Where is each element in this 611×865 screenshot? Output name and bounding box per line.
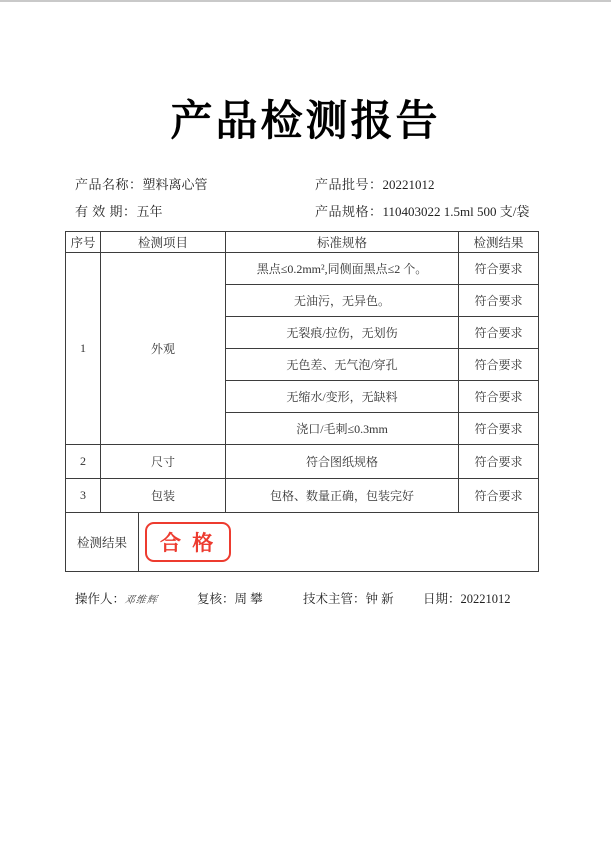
validity-label: 有 效 期： [75,204,137,219]
product-name [75,174,315,193]
result-gate-burr: 符合要求 [459,413,539,445]
product-name-label: 产品名称： [75,177,143,192]
col-header-no: 序号 [66,232,101,253]
inspection-table [65,231,539,572]
col-header-spec: 标准规格 [226,232,459,253]
col-header-result: 检测结果 [459,232,539,253]
supervisor-field [303,589,394,607]
final-result-row [66,513,539,572]
col-header-item: 检测项目 [101,232,226,253]
validity-period [75,201,315,220]
final-result-label: 检测结果 [66,513,139,571]
result-shrinkage: 符合要求 [459,381,539,413]
product-batch [315,174,551,193]
table-header-row [66,232,539,253]
row-no-dimension: 2 [66,445,101,479]
info-row-2 [75,197,551,224]
signature-row [75,589,565,611]
reviewer-name: 周 攀 [234,592,263,606]
result-dimension: 符合要求 [459,445,539,479]
result-oil-stain: 符合要求 [459,285,539,317]
product-batch-label: 产品批号： [315,177,383,192]
result-cracks: 符合要求 [459,317,539,349]
product-info [75,170,551,224]
item-packaging: 包装 [101,479,226,513]
date-value: 20221012 [460,592,511,606]
spec-packaging: 包格、数量正确，包装完好 [226,479,459,513]
spec-color-diff: 无色差、无气泡/穿孔 [226,349,459,381]
info-row-1 [75,170,551,197]
supervisor-name: 钟 新 [365,592,394,606]
operator-label: 操作人： [75,592,126,606]
table-row [66,253,539,285]
product-spec-label: 产品规格： [315,204,383,219]
table-row [66,445,539,479]
product-batch-value: 20221012 [382,177,435,192]
operator-signature: 邓维辉 [123,595,159,606]
table-row [66,479,539,513]
spec-gate-burr: 浇口/毛刺≤0.3mm [226,413,459,445]
product-spec [315,201,551,220]
date-field [423,589,511,607]
item-dimension: 尺寸 [101,445,226,479]
row-no-packaging: 3 [66,479,101,513]
spec-cracks: 无裂痕/拉伤，无划伤 [226,317,459,349]
spec-shrinkage: 无缩水/变形，无缺料 [226,381,459,413]
qualified-stamp [145,522,231,562]
result-black-dots: 符合要求 [459,253,539,285]
validity-value: 五年 [136,204,163,219]
spec-oil-stain: 无油污，无异色。 [226,285,459,317]
result-packaging: 符合要求 [459,479,539,513]
item-appearance: 外观 [101,253,226,445]
final-result-wrap [66,513,538,571]
final-result-content [139,513,538,571]
result-color-diff: 符合要求 [459,349,539,381]
spec-dimension: 符合图纸规格 [226,445,459,479]
product-spec-value: 110403022 1.5ml 500 支/袋 [382,204,530,219]
report-title: 产品检测报告 [170,99,441,145]
qualified-stamp-text: 合 格 [160,531,217,555]
spec-black-dots: 黑点≤0.2mm²,同侧面黑点≤2 个。 [226,253,459,285]
page-top-border [0,0,611,2]
reviewer-field [197,589,263,607]
row-no-appearance: 1 [66,253,101,445]
date-label: 日期： [423,592,461,606]
operator-field [75,589,158,607]
product-name-value: 塑料离心管 [142,177,208,192]
supervisor-label: 技术主管： [303,592,366,606]
reviewer-label: 复核： [197,592,235,606]
